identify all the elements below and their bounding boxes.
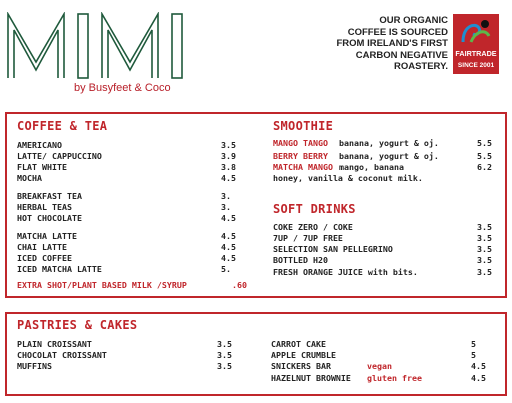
smoothie-desc: banana, yogurt & oj.	[339, 138, 439, 148]
smoothie-price: 5.5	[477, 151, 492, 161]
smoothie-list	[273, 138, 503, 188]
menu-item-name: AMERICANO	[17, 140, 62, 150]
byline: by Busyfeet & Coco	[74, 82, 171, 94]
menu-item-price: 3.5	[477, 233, 492, 243]
menu-item-name: SELECTION SAN PELLEGRINO	[273, 244, 393, 254]
coffee-tea-list	[17, 140, 247, 290]
smoothie-name: BERRY BERRY	[273, 151, 328, 161]
menu-item-name: HERBAL TEAS	[17, 202, 72, 212]
pastries-right-list	[271, 339, 501, 389]
smoothie-heading: SMOOTHIE	[273, 119, 334, 133]
extras-line: EXTRA SHOT/PLANT BASED MILK /SYRUP	[17, 280, 187, 290]
menu-item-name: CARROT CAKE	[271, 339, 326, 349]
coffee-tea-heading: COFFEE & TEA	[17, 119, 108, 133]
smoothie-desc: banana, yogurt & oj.	[339, 151, 439, 161]
smoothie-name: MANGO TANGO	[273, 138, 328, 148]
dietary-tag: gluten free	[367, 373, 422, 383]
menu-item-name: ICED COFFEE	[17, 253, 72, 263]
pastries-left-list	[17, 339, 247, 379]
dietary-tag: vegan	[367, 361, 392, 371]
tagline-line: ROASTERY.	[393, 61, 448, 72]
menu-item-price: 3.5	[477, 222, 492, 232]
fairtrade-badge	[453, 14, 499, 74]
menu-item-price: 3.5	[217, 350, 232, 360]
menu-item-price: 4.5	[221, 242, 236, 252]
fairtrade-mark-icon	[457, 16, 495, 46]
menu-item-name: FRESH ORANGE JUICE with bits.	[273, 267, 418, 277]
menu-item-name: HOT CHOCOLATE	[17, 213, 82, 223]
menu-item-price: 4.5	[221, 173, 236, 183]
mimi-logo	[6, 12, 196, 80]
menu-item-name: FLAT WHITE	[17, 162, 67, 172]
menu-item-name: CHOCOLAT CROISSANT	[17, 350, 107, 360]
menu-item-price: 3.5	[217, 361, 232, 371]
menu-item-name: COKE ZERO / COKE	[273, 222, 353, 232]
menu-item-name: MOCHA	[17, 173, 42, 183]
smoothie-desc: mango, banana	[339, 162, 404, 172]
pastries-heading: PASTRIES & CAKES	[17, 318, 138, 332]
menu-item-price: 4.5	[471, 361, 486, 371]
smoothie-price: 6.2	[477, 162, 492, 172]
soft-drinks-heading: SOFT DRINKS	[273, 202, 356, 216]
menu-item-name: MUFFINS	[17, 361, 52, 371]
menu-item-price: 3.8	[221, 162, 236, 172]
menu-item-price: 3.5	[221, 140, 236, 150]
menu-item-price: 4.5	[471, 373, 486, 383]
menu-item-name: CHAI LATTE	[17, 242, 67, 252]
tagline	[298, 15, 448, 73]
menu-item-name: APPLE CRUMBLE	[271, 350, 336, 360]
menu-item-price: 3.5	[477, 244, 492, 254]
fairtrade-since: SINCE 2001	[457, 62, 495, 69]
menu-item-price: 5	[471, 339, 476, 349]
soft-drinks-list	[273, 222, 503, 282]
menu-item-price: 5.	[221, 264, 231, 274]
menu-item-name: BREAKFAST TEA	[17, 191, 82, 201]
menu-item-name: PLAIN CROISSANT	[17, 339, 92, 349]
menu-item-name: LATTE/ CAPPUCCINO	[17, 151, 102, 161]
tagline-line: CARBON NEGATIVE	[355, 49, 448, 61]
tagline-line: OUR ORGANIC	[379, 15, 448, 26]
smoothie-desc-continued: honey, vanilla & coconut milk.	[273, 173, 423, 183]
menu-item-price: 3.9	[221, 151, 236, 161]
menu-item-price: 5	[471, 350, 476, 360]
menu-item-price: 3.5	[477, 267, 492, 277]
tagline-line: COFFEE IS SOURCED	[347, 26, 448, 38]
menu-item-price: 3.	[221, 202, 231, 212]
menu-item-name: 7UP / 7UP FREE	[273, 233, 343, 243]
menu-item-name: HAZELNUT BROWNIE	[271, 373, 351, 383]
menu-item-price: 3.5	[477, 255, 492, 265]
menu-item-price: 4.5	[221, 231, 236, 241]
smoothie-price: 5.5	[477, 138, 492, 148]
menu-item-name: ICED MATCHA LATTE	[17, 264, 102, 274]
tagline-line: FROM IRELAND'S FIRST	[336, 38, 448, 49]
smoothie-name: MATCHA MANGO	[273, 162, 333, 172]
fairtrade-label: FAIRTRADE	[455, 49, 497, 58]
menu-item-name: SNICKERS BAR	[271, 361, 331, 371]
menu-item-price: 3.	[221, 191, 231, 201]
menu-item-price: 4.5	[221, 213, 236, 223]
menu-item-price: 4.5	[221, 253, 236, 263]
menu-item-name: BOTTLED H20	[273, 255, 328, 265]
extras-price: .60	[232, 280, 247, 290]
menu-item-price: 3.5	[217, 339, 232, 349]
menu-item-name: MATCHA LATTE	[17, 231, 77, 241]
